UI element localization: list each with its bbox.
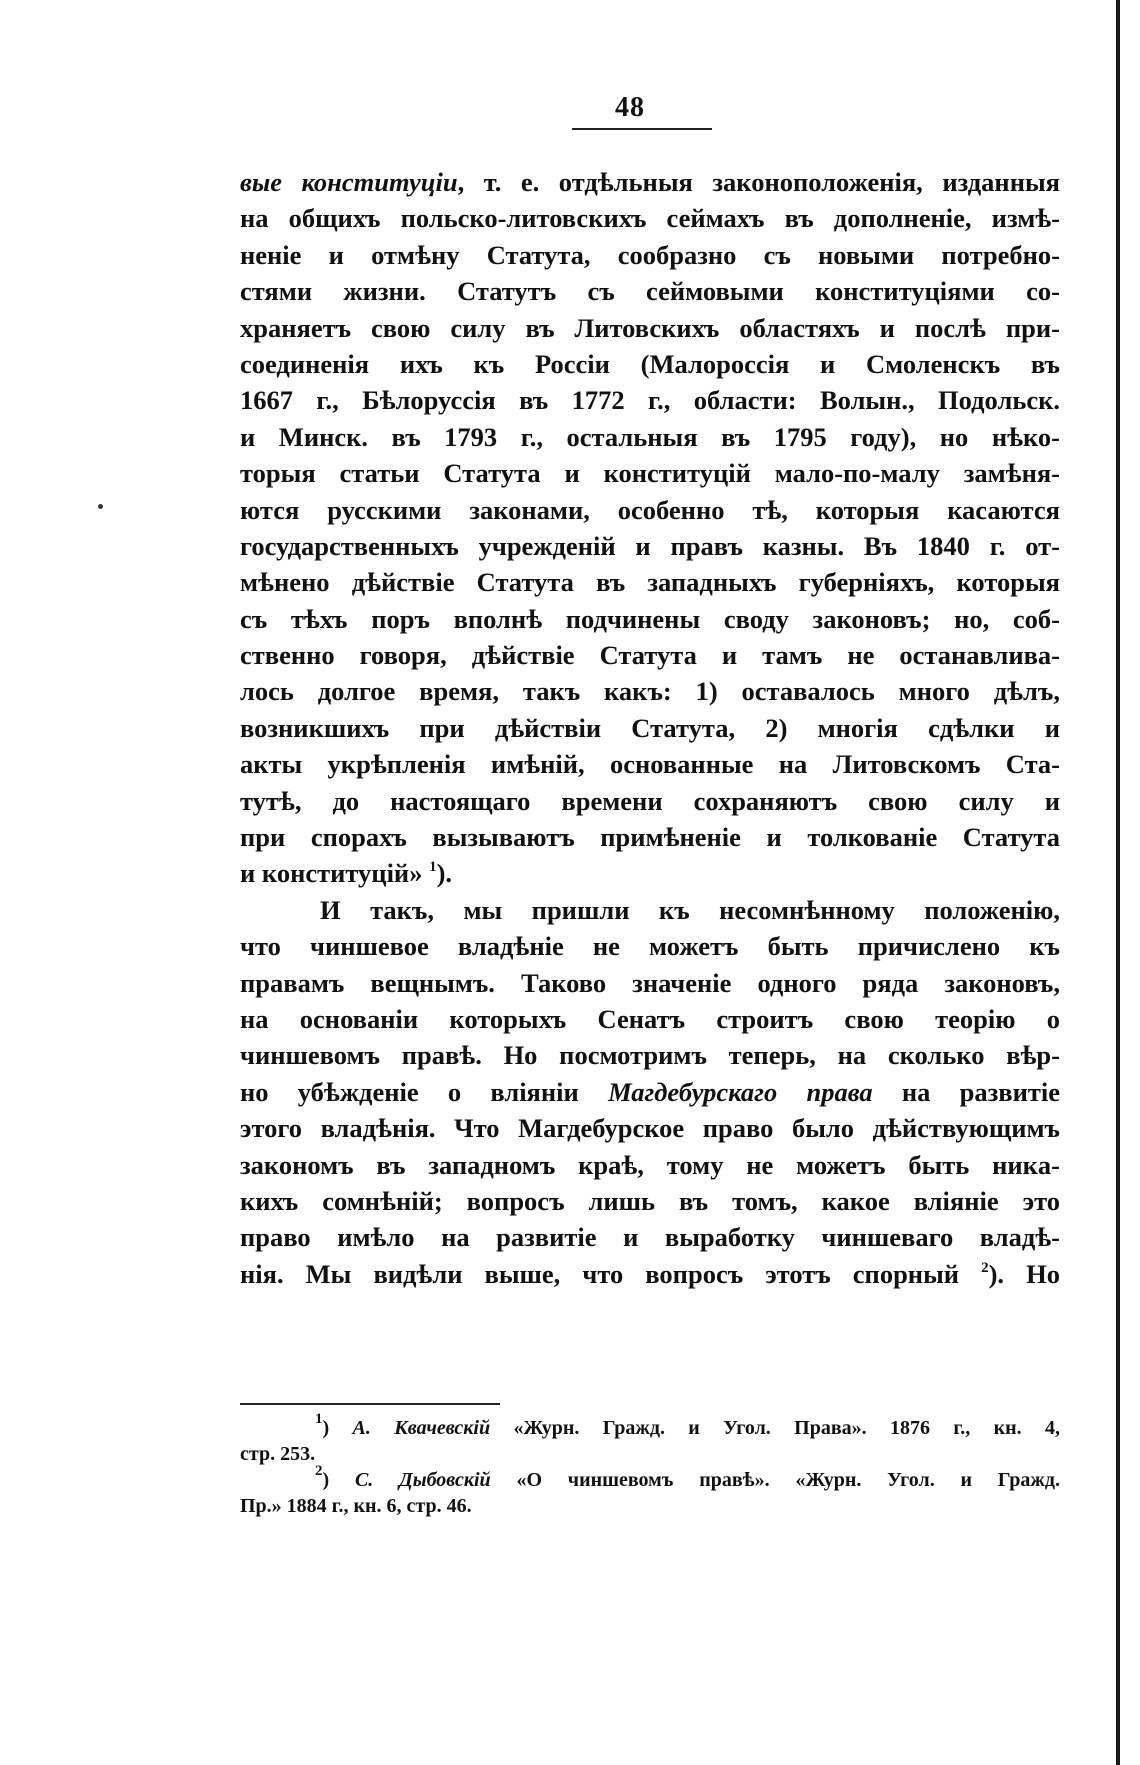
text-line: стями жизни. Статутъ съ сеймовыми конституціями со-	[240, 276, 1060, 307]
text-line: и конституцій» $^1$).	[240, 858, 453, 889]
text-line: И такъ, мы пришли къ несомнѣнному положенію,	[320, 894, 1060, 925]
footnote-ref: 2	[981, 1259, 989, 1276]
text-line: торыя статьи Статута и конституцій мало-по-малу замѣня-	[240, 458, 1060, 489]
text-line: ются русскими законами, особенно тѣ, которыя касаются	[240, 494, 1060, 525]
text-line: соединенія ихъ къ Россіи (Малороссія и Смоленскъ въ	[240, 348, 1060, 379]
text-line: на основаніи которыхъ Сенатъ строитъ свою теорію о	[240, 1003, 1060, 1034]
margin-speck	[98, 504, 103, 509]
text-line: неніе и отмѣну Статута, сообразно съ новыми потребно-	[240, 239, 1060, 270]
text-line: 1667 г., Бѣлоруссія въ 1772 г., области: Волын., Подольск.	[240, 385, 1060, 416]
text-line: государственныхъ учрежденій и правъ казны. Въ 1840 г. от-	[240, 530, 1060, 561]
footnote-1: $^1$) А. Квачевскій «Журн. Гражд. и Угол. Права». 1876 г., кн. 4,	[315, 1411, 1060, 1439]
footnote-author: А. Квачевскій	[352, 1417, 491, 1439]
footnote-1-continuation: стр. 253.	[240, 1443, 316, 1465]
text-line: нія. Мы видѣли выше, что вопросъ этотъ спорный $^2$). Но	[240, 1258, 1060, 1289]
text-line: что чиншевое владѣніе не можетъ быть причислено къ	[240, 931, 1060, 962]
text-line: акты укрѣпленія имѣній, основанные на Литовскомъ Ста-	[240, 749, 1060, 780]
text-line: тутѣ, до настоящаго времени сохраняютъ свою силу и	[240, 785, 1060, 816]
footnote-author: С. Дыбовскій	[354, 1469, 491, 1491]
text-line: закономъ въ западномъ краѣ, тому не можетъ быть никa-	[240, 1149, 1060, 1180]
footnote-ref: 1	[429, 859, 437, 876]
page-number-rule	[572, 128, 712, 130]
page-number: 48	[615, 92, 645, 123]
text-line: правамъ вещнымъ. Таково значеніе одного ряда законовъ,	[240, 967, 1060, 998]
text-line: чиншевомъ правѣ. Но посмотримъ теперь, на сколько вѣр-	[240, 1040, 1060, 1071]
text-line: мѣнено дѣйствіе Статута въ западныхъ губерніяхъ, которыя	[240, 567, 1060, 598]
text-line: лось долгое время, такъ какъ: 1) оставалось много дѣлъ,	[240, 676, 1060, 707]
footnote-rule	[240, 1403, 500, 1405]
text-line: на общихъ польско-литовскихъ сеймахъ въ дополненіе, измѣ-	[240, 203, 1060, 234]
text-line: право имѣло на развитіе и выработку чиншеваго владѣ-	[240, 1222, 1060, 1253]
text-line: при спорахъ вызываютъ примѣненіе и толкованіе Статута	[240, 822, 1060, 853]
footnote-2-continuation: Пр.» 1884 г., кн. 6, стр. 46.	[240, 1495, 472, 1517]
footnote-mark: 1	[315, 1411, 323, 1427]
text-line: храняетъ свою силу въ Литовскихъ областяхъ и послѣ при-	[240, 312, 1060, 343]
text-line: ственно говоря, дѣйствіе Статута и тамъ не останавлива-	[240, 640, 1060, 671]
text-line: и Минск. въ 1793 г., остальныя въ 1795 году), но нѣко-	[240, 421, 1060, 452]
text-line: вые конституціи, т. е. отдѣльныя законоположенія, изданныя	[240, 167, 1060, 197]
text-line: но убѣжденіе о вліяніи Магдебурскаго права на развитіе	[240, 1076, 1060, 1107]
text-line: возникшихъ при дѣйствіи Статута, 2) многія сдѣлки и	[240, 712, 1060, 743]
page-edge-rule	[1116, 0, 1120, 1765]
text-line: этого владѣнія. Что Магдебурское право было дѣйствующимъ	[240, 1113, 1060, 1144]
body-text	[240, 164, 1060, 1292]
footnotes	[240, 1411, 1060, 1519]
footnote-mark: 2	[315, 1463, 323, 1479]
text-line: съ тѣхъ поръ вполнѣ подчинены своду законовъ; но, соб-	[240, 603, 1060, 634]
footnote-2: $^2$) С. Дыбовскій «О чиншевомъ правѣ». «Журн. Угол. и Гражд.	[315, 1463, 1060, 1491]
text-line: кихъ сомнѣній; вопросъ лишь въ томъ, какое вліяніе это	[240, 1185, 1060, 1216]
